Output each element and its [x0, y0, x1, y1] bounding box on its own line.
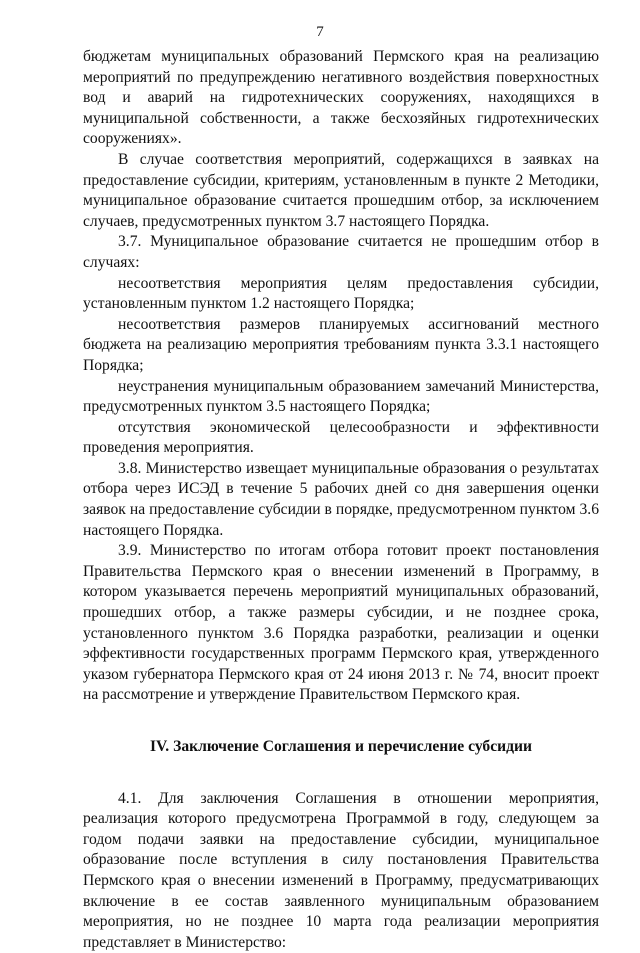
- section-heading: IV. Заключение Соглашения и перечисление субсидии: [149, 738, 532, 755]
- document-body: [83, 47, 599, 953]
- paragraph: несоответствия мероприятия целям предоставления субсидии, установленным пунктом 1.2 настоящего Порядка;: [83, 274, 599, 313]
- paragraph: несоответствия размеров планируемых ассигнований местного бюджета на реализацию мероприятия требованиям пункта 3.3.1 настоящего Порядка;: [83, 315, 599, 374]
- page-number: 7: [316, 24, 324, 40]
- paragraph: 3.7. Муниципальное образование считается не прошедшим отбор в случаях:: [83, 233, 599, 271]
- paragraph: В случае соответствия мероприятий, содержащихся в заявках на предоставление субсидии, критериям, установленным в пункте 2 Методики, муниципальное образование считается прошедшим отбор, за исключением случаев, предусмотренных пунктом 3.7 настоящего Порядка.: [83, 150, 599, 230]
- paragraph: 3.8. Министерство извещает муниципальные образования о результатах отбора через ИСЭД в течение 5 рабочих дней со дня завершения оценки заявок на предоставление субсидии в порядке, предусмотренном пунктом 3.6 настоящего Порядка.: [83, 459, 599, 539]
- paragraph: отсутствия экономической целесообразности и эффективности проведения мероприятия.: [83, 418, 599, 457]
- paragraph: бюджетам муниципальных образований Пермского края на реализацию мероприятий по предупреждению негативного воздействия поверхностных вод и аварий на гидротехнических сооружениях, находящихся в муниципальной собственности, а также бесхозяйных гидротехнических сооружениях».: [83, 48, 599, 148]
- paragraph: 3.9. Министерство по итогам отбора готовит проект постановления Правительства Пермского края о внесении изменений в Программу, в котором указывается перечень мероприятий муниципальных образований, прошедших отбор, а также размеры субсидии, и не позднее срока, установленного пунктом 3.6 Порядка разработки, реализации и оценки эффективности государственных программ Пермского края, утвержденного указом губернатора Пермского края от 24 июня 2013 г. № 74, вносит проект на рассмотрение и утверждение Правительством Пермского края.: [83, 542, 599, 704]
- paragraph: 4.1. Для заключения Соглашения в отношении мероприятия, реализация которого предусмотрена Программой в году, следующем за годом подачи заявки на предоставление субсидии, муниципальное образование после вступления в силу постановления Правительства Пермского края о внесении изменений в Программу, предусматривающих включение в ее состав заявленного муниципальным образованием мероприятия, но не позднее 10 марта года реализации мероприятия представляет в Министерство:: [83, 789, 599, 951]
- paragraph: неустранения муниципальным образованием замечаний Министерства, предусмотренных пунктом 3.5 настоящего Порядка;: [83, 377, 599, 416]
